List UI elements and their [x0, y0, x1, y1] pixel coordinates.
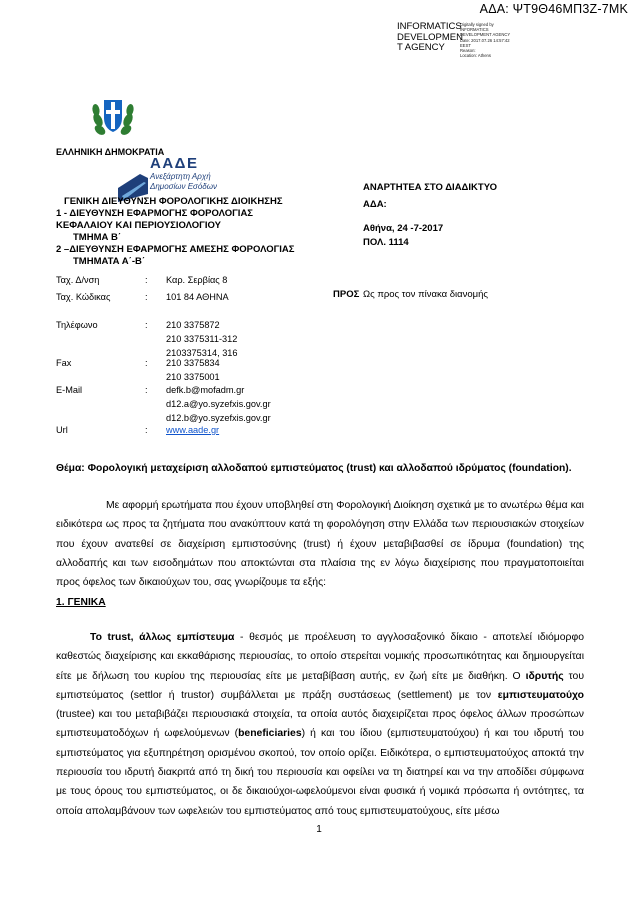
- contact-value: 210 3375872: [166, 320, 220, 330]
- website-link[interactable]: www.aade.gr: [166, 425, 220, 435]
- sender-line: ΓΕΝΙΚΗ ΔΙΕΥΘΥΝΣΗ ΦΟΡΟΛΟΓΙΚΗΣ ΔΙΟΙΚΗΣΗΣ: [64, 196, 283, 207]
- sender-line: 1 - ΔΙΕΥΘΥΝΣΗ ΕΦΑΡΜΟΓΗΣ ΦΟΡΟΛΟΓΙΑΣ: [56, 208, 254, 219]
- greek-emblem-icon: [88, 90, 138, 140]
- recipient-value: Ως προς τον πίνακα διανομής: [363, 289, 489, 300]
- signature-org-line: INFORMATICS: [397, 21, 462, 32]
- signature-detail-line: Date: 2017.07.26 14:57:42: [460, 37, 510, 43]
- contact-colon: :: [145, 385, 148, 395]
- contact-value: d12.a@yo.syzefxis.gov.gr: [166, 399, 271, 409]
- contact-value: 210 3375834: [166, 358, 220, 368]
- aade-logo-subtitle: Ανεξάρτητη Αρχή: [150, 172, 211, 181]
- sender-line: ΤΜΗΜΑ Β΄: [73, 232, 122, 243]
- contact-colon: :: [145, 275, 148, 285]
- signature-detail-line: EEST: [460, 42, 471, 48]
- aade-logo-subtitle: Δημοσίων Εσόδων: [150, 181, 217, 191]
- ada-code: ΑΔΑ: ΨΤ9Θ46ΜΠ3Ζ-7ΜΚ: [479, 2, 628, 16]
- intro-paragraph: [56, 496, 584, 592]
- signature-org-line: T AGENCY: [397, 42, 445, 53]
- republic-label: ΕΛΛΗΝΙΚΗ ΔΗΜΟΚΡΑΤΙΑ: [56, 147, 165, 157]
- contact-colon: :: [145, 320, 148, 330]
- contact-colon: :: [145, 292, 148, 302]
- beneficiaries-term: beneficiaries: [238, 728, 302, 740]
- trustee-term: εμπιστευματούχο: [497, 689, 584, 701]
- posted-online-label: ΑΝΑΡΤΗΤΕΑ ΣΤΟ ΔΙΑΔΙΚΤΥΟ: [363, 182, 498, 193]
- recipient-label: ΠΡΟΣ: [333, 289, 360, 300]
- paragraph-text: ) ή και του ίδιου (εμπιστευματούχου) ή και του ιδρυτή του εμπιστεύματος για εξυπηρέτηση ορισμένου σκοπού, τον οποίο ορίζει. Ειδικότερα, ο εμπιστευματούχος αποκτά την περιουσία του ιδρυτή διακριτά από τη δική του περιουσία και οφείλει να τη διατηρεί και να την αποδίδει σύμφωνα με τους όρους του εμπιστεύματος, οι δε δικαιούχοι-ωφελούμενοι είναι φυσικά ή νομικά πρόσωπα ή οντότητες, τα οποία απολαμβάνουν των ωφελειών του εμπιστεύματος από τους εμπιστευματούχους, είτε μέσω: [56, 728, 584, 817]
- ada-label: ΑΔΑ:: [363, 199, 387, 210]
- sender-department: [56, 196, 295, 268]
- contact-label: Fax: [56, 358, 72, 368]
- signature-detail-line: Location: Athens: [460, 53, 491, 59]
- contact-value: Καρ. Σερβίας 8: [166, 275, 228, 285]
- sender-line: ΤΜΗΜΑΤΑ Α΄-Β΄: [73, 256, 146, 267]
- signature-detail-line: INFORMATICS: [460, 27, 489, 33]
- contact-value: 210 3375311-312: [166, 334, 238, 344]
- contact-value: 101 84 ΑΘΗΝΑ: [166, 292, 229, 302]
- document-subject: Θέμα: Φορολογική μεταχείριση αλλοδαπού εμπιστεύματος (trust) και αλλοδαπού ιδρύματος (foundation).: [56, 463, 572, 474]
- contact-value: 210 3375001: [166, 372, 220, 382]
- aade-logo-title: ΑΑΔΕ: [150, 155, 199, 172]
- sender-line: ΚΕΦΑΛΑΙΟΥ ΚΑΙ ΠΕΡΙΟΥΣΙΟΛΟΓΙΟΥ: [56, 220, 221, 231]
- contact-label: Τηλέφωνο: [56, 320, 98, 330]
- paragraph-text: (trustee) και του μεταβιβάζει περιουσιακά στοιχεία, τα οποία αυτός διαχειρίζεται προς όφελος άλλων προσώπων εμπιστευματοδόχων ή ωφελούμενων (: [56, 709, 584, 740]
- contact-colon: :: [145, 358, 148, 368]
- contact-label: Ταχ. Δ/νση: [56, 275, 100, 285]
- contact-colon: :: [145, 425, 148, 435]
- paragraph-text: - θεσμός με προέλευση το αγγλοσαξονικό δίκαιο - αποτελεί ιδιόμορφο καθεστώς διαχείρισης και εκκαθάρισης περιουσίας, το οποίο στερείται νομικής προσωπικότητας και δημιουργείται είτε με δήλωση του κυρίου της περιουσίας είτε με μεταβίβαση αυτής, εν ζωή είτε με διαθήκη. Ο: [56, 632, 584, 682]
- sender-line: 2 –ΔΙΕΥΘΥΝΣΗ ΕΦΑΡΜΟΓΗΣ ΑΜΕΣΗΣ ΦΟΡΟΛΟΓΙΑΣ: [56, 244, 295, 255]
- contact-label: Url: [56, 425, 68, 435]
- contact-value: d12.b@yo.syzefxis.gov.gr: [166, 413, 271, 423]
- contact-label: E-Mail: [56, 385, 83, 395]
- contact-value: defk.b@mofadm.gr: [166, 385, 245, 395]
- contact-label: Ταχ. Κώδικας: [56, 292, 111, 302]
- paragraph-text: του εμπιστεύματος (settlor ή trustor) συμβάλλεται με πράξη συστάσεως (settlement) με τον: [56, 670, 584, 701]
- page-number: 1: [316, 824, 322, 835]
- document-date: Αθήνα, 24 -7-2017: [363, 223, 444, 234]
- signature-details: [460, 22, 550, 58]
- signature-detail-line: DEVELOPMENT AGENCY: [460, 32, 511, 38]
- intro-text: Με αφορμή ερωτήματα που έχουν υποβληθεί στη Φορολογική Διοίκηση σχετικά με το ανωτέρω θέμα και ειδικότερα ως προς τα ζητήματα που ανακύπτουν κατά τη φορολόγηση στην Ελλάδα των περιουσιακών στοιχείων που έχουν ανατεθεί σε διαχείριση εμπιστοσύνης (trust) ή έχουν μεταβιβασθεί σε ίδρυμα (foundation) της αλλοδαπής και των εισοδημάτων που αποκτώνται στα πλαίσια της εν λόγω διαχείρισης που πραγματοποιείται προς όφελος των δικαιούχων του, σας γνωρίζουμε τα εξής:: [56, 500, 584, 589]
- trust-term: Το trust, άλλως εμπίστευμα: [90, 632, 235, 643]
- signature-detail-line: Reason:: [460, 48, 476, 54]
- signature-detail-line: Digitally signed by: [460, 22, 494, 27]
- signature-organization: [397, 21, 463, 54]
- signature-org-line: DEVELOPMEN: [397, 31, 463, 43]
- pol-number: ΠΟΛ. 1114: [363, 237, 409, 248]
- section-heading: 1. ΓΕΝΙΚΑ: [56, 597, 106, 608]
- section-paragraph: [56, 628, 584, 821]
- contact-value: 2103375314, 316: [166, 348, 238, 358]
- aade-logo-text: [150, 156, 217, 191]
- founder-term: ιδρυτής: [525, 670, 564, 682]
